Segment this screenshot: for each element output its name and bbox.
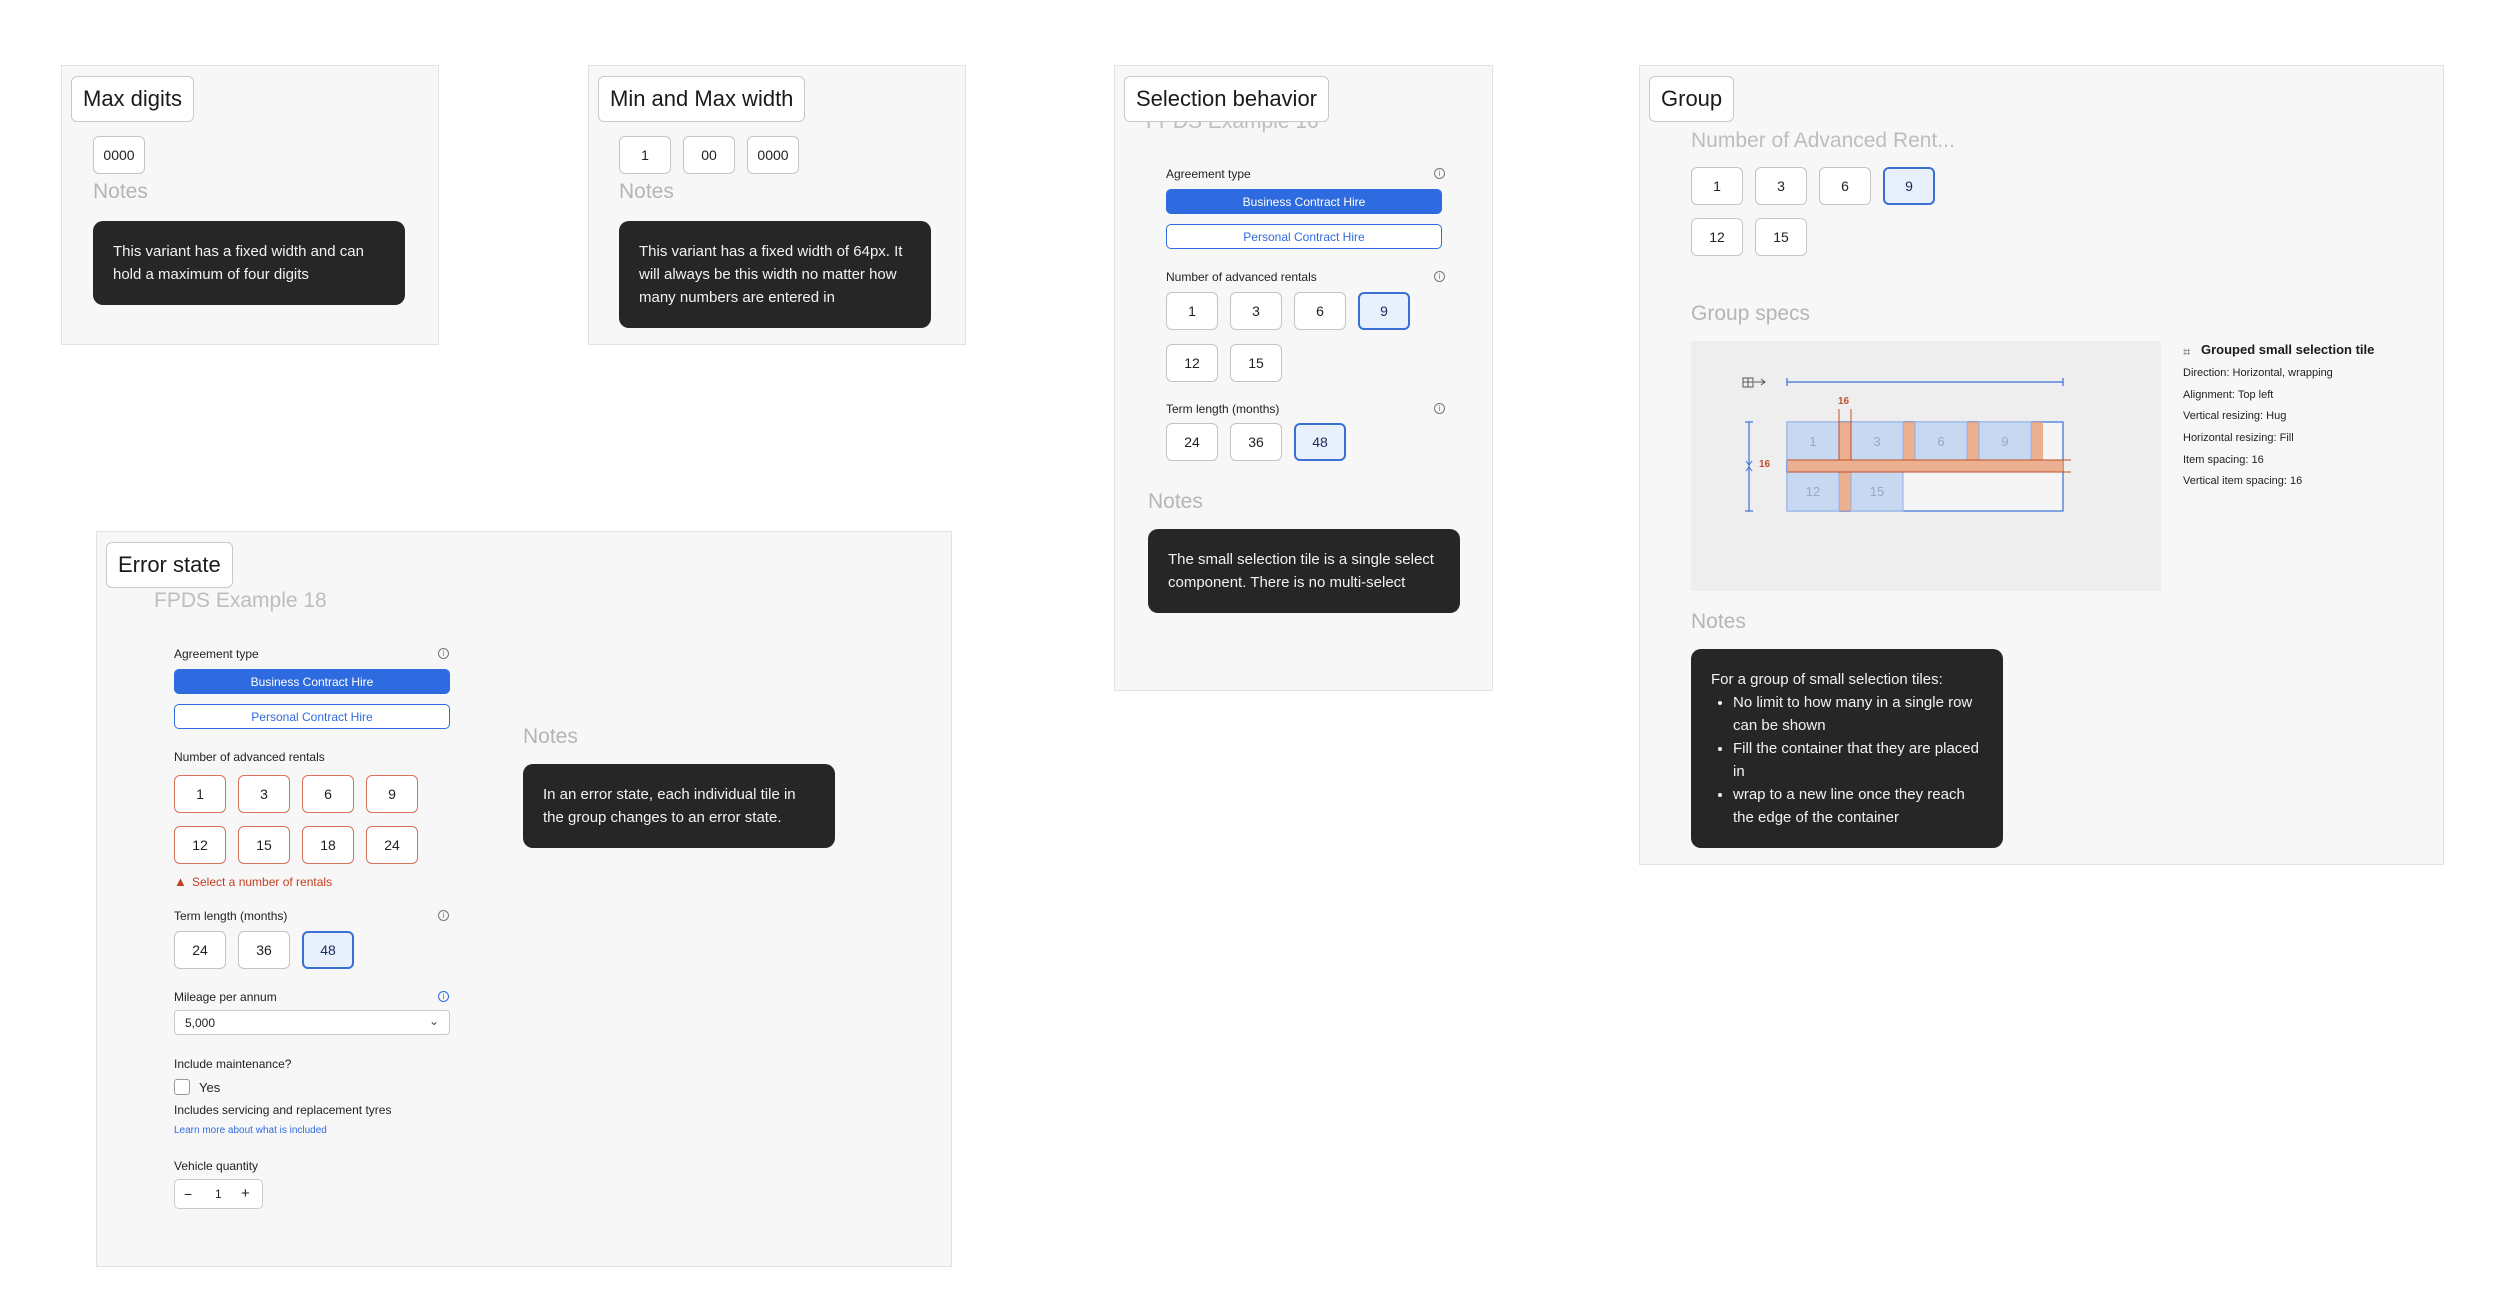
rental-tile[interactable]: 12 (1166, 344, 1218, 382)
agreement-type-label: Agreement type (174, 647, 259, 661)
frame-label: Error state (106, 542, 233, 588)
ghost-title: FPDS Example 18 (154, 589, 327, 612)
note-card (1691, 649, 2003, 848)
row-spacing-overlay (1787, 460, 2063, 472)
max-digits-frame (61, 65, 439, 345)
term-tile-selected[interactable]: 48 (1294, 423, 1346, 461)
mileage-label: Mileage per annum (174, 990, 277, 1004)
notes-heading: Notes (93, 180, 148, 203)
diagram-tile-label: 15 (1869, 484, 1885, 499)
item-spacing-overlay (1839, 472, 1851, 511)
info-icon[interactable]: i (1434, 271, 1445, 282)
info-icon[interactable]: i (1434, 168, 1445, 179)
spec-title: Grouped small selection tile (2201, 342, 2375, 357)
term-tile[interactable]: 24 (174, 931, 226, 969)
rentals-label: Number of advanced rentals (1166, 270, 1317, 284)
error-message: Select a number of rentals (192, 875, 333, 889)
selection-tile[interactable]: 0000 (747, 136, 799, 174)
info-icon[interactable]: i (438, 991, 449, 1002)
frame-label: Max digits (71, 76, 194, 122)
rental-tile-error[interactable]: 12 (174, 826, 226, 864)
rental-tile[interactable]: 6 (1819, 167, 1871, 205)
item-spacing-overlay (1967, 422, 1979, 460)
includes-text: Includes servicing and replacement tyres (174, 1103, 392, 1117)
spec-row: Horizontal resizing: Fill (2183, 432, 2294, 444)
selection-tile[interactable]: 0000 (93, 136, 145, 174)
rental-tile-error[interactable]: 18 (302, 826, 354, 864)
frame-label: Min and Max width (598, 76, 805, 122)
personal-contract-hire-button[interactable]: Personal Contract Hire (1166, 224, 1442, 249)
rental-tile-error[interactable]: 1 (174, 775, 226, 813)
diagram-tile-label: 12 (1805, 484, 1821, 499)
group-specs-heading: Group specs (1691, 302, 1811, 325)
maintenance-checkbox[interactable] (174, 1079, 190, 1095)
note-card: In an error state, each individual tile in the group changes to an error state. (523, 764, 835, 848)
spec-row: Direction: Horizontal, wrapping (2183, 367, 2333, 379)
rentals-label: Number of advanced rentals (174, 750, 325, 764)
rental-tile[interactable]: 6 (1294, 292, 1346, 330)
rental-tile[interactable]: 15 (1230, 344, 1282, 382)
term-tile[interactable]: 24 (1166, 423, 1218, 461)
mileage-select[interactable] (174, 1010, 450, 1035)
rental-tile[interactable]: 12 (1691, 218, 1743, 256)
maintenance-label: Include maintenance? (174, 1057, 292, 1071)
notes-heading: Notes (523, 725, 578, 748)
plus-button[interactable]: + (241, 1185, 250, 1202)
term-length-label: Term length (months) (1166, 402, 1280, 416)
spec-frame-icon: ⌗ (2183, 344, 2191, 359)
quantity-value: 1 (215, 1187, 222, 1201)
note-item: • wrap to a new line once they reach the edge of the container (1733, 783, 1983, 829)
rental-tile[interactable]: 1 (1691, 167, 1743, 205)
warning-icon: ▲ (174, 874, 187, 889)
rental-tile-selected[interactable]: 9 (1358, 292, 1410, 330)
horizontal-spacing-label: 16 (1838, 396, 1850, 407)
diagram-tile-label: 6 (1937, 433, 1945, 449)
item-spacing-overlay (1903, 422, 1915, 460)
term-tile-selected[interactable]: 48 (302, 931, 354, 969)
group-spec-diagram (1691, 341, 2161, 591)
width-indicator (1787, 378, 2063, 386)
auto-layout-icon (1743, 378, 1765, 387)
rental-tile-selected[interactable]: 9 (1883, 167, 1935, 205)
rental-tile-error[interactable]: 24 (366, 826, 418, 864)
business-contract-hire-button[interactable]: Business Contract Hire (174, 669, 450, 694)
note-intro: For a group of small selection tiles: (1711, 671, 1943, 688)
rental-tile[interactable]: 3 (1230, 292, 1282, 330)
rental-tile-error[interactable]: 15 (238, 826, 290, 864)
note-card: The small selection tile is a single select component. There is no multi-select (1148, 529, 1460, 613)
info-icon[interactable]: i (1434, 403, 1445, 414)
frame-label: Selection behavior (1124, 76, 1329, 122)
error-state-frame (96, 531, 952, 1267)
note-item: • Fill the container that they are placed in (1733, 737, 1983, 783)
yes-label: Yes (199, 1080, 221, 1095)
diagram-tile-label: 9 (2001, 433, 2009, 449)
rental-tile-error[interactable]: 9 (366, 775, 418, 813)
selection-tile[interactable]: 00 (683, 136, 735, 174)
selection-behavior-frame (1114, 65, 1493, 691)
term-length-label: Term length (months) (174, 909, 288, 923)
learn-more-link[interactable]: Learn more about what is included (174, 1125, 327, 1136)
business-contract-hire-button[interactable]: Business Contract Hire (1166, 189, 1442, 214)
info-icon[interactable]: i (438, 648, 449, 659)
rental-tile[interactable]: 1 (1166, 292, 1218, 330)
note-card: This variant has a fixed width and can hold a maximum of four digits (93, 221, 405, 305)
selection-tile[interactable]: 1 (619, 136, 671, 174)
spec-row: Vertical item spacing: 16 (2183, 475, 2303, 487)
personal-contract-hire-button[interactable]: Personal Contract Hire (174, 704, 450, 729)
info-icon[interactable]: i (438, 910, 449, 921)
rental-tile[interactable]: 15 (1755, 218, 1807, 256)
minus-button[interactable]: − (184, 1186, 193, 1202)
diagram-tile-label: 1 (1809, 433, 1817, 449)
spec-row: Alignment: Top left (2183, 389, 2274, 401)
term-tile[interactable]: 36 (1230, 423, 1282, 461)
spec-row: Vertical resizing: Hug (2183, 410, 2287, 422)
min-max-width-frame (588, 65, 966, 345)
item-spacing-overlay (2031, 422, 2043, 460)
rental-tile-error[interactable]: 3 (238, 775, 290, 813)
note-card: This variant has a fixed width of 64px. It will always be this width no matter how many numbers are entered in (619, 221, 931, 328)
diagram-tile-label: 3 (1873, 433, 1881, 449)
notes-heading: Notes (1691, 610, 1746, 633)
group-frame (1639, 65, 2444, 865)
note-item: • No limit to how many in a single row can be shown (1733, 691, 1983, 737)
rental-tile[interactable]: 3 (1755, 167, 1807, 205)
frame-label: Group (1649, 76, 1734, 122)
term-tile[interactable]: 36 (238, 931, 290, 969)
ghost-title: Number of Advanced Rent... (1691, 129, 1955, 152)
notes-heading: Notes (619, 180, 674, 203)
spec-row: Item spacing: 16 (2183, 454, 2264, 466)
quantity-stepper[interactable] (174, 1179, 263, 1209)
notes-heading: Notes (1148, 490, 1203, 513)
mileage-value: 5,000 (185, 1016, 216, 1030)
chevron-down-icon: ⌄ (428, 1014, 439, 1028)
note-list (1711, 691, 1983, 829)
quantity-label: Vehicle quantity (174, 1159, 259, 1173)
vertical-spacing-label: 16 (1759, 459, 1771, 470)
agreement-type-label: Agreement type (1166, 167, 1251, 181)
item-spacing-overlay (1839, 422, 1851, 460)
rental-tile-error[interactable]: 6 (302, 775, 354, 813)
